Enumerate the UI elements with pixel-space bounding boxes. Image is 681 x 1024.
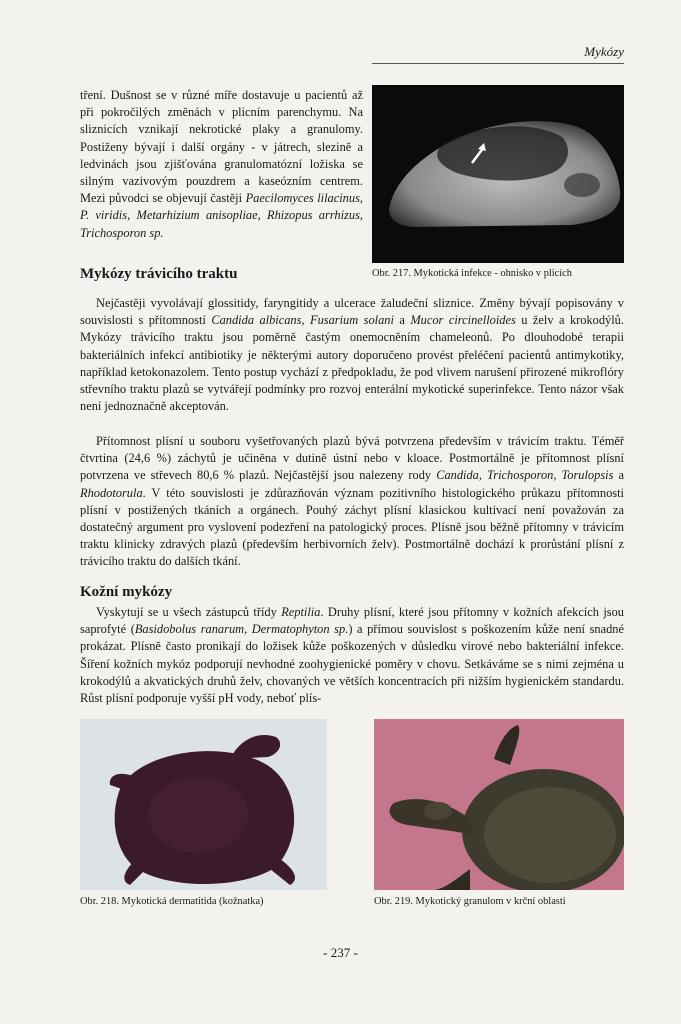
figure-217-xray	[372, 85, 624, 263]
text-run: a	[393, 313, 411, 328]
paragraph-skin-1	[80, 604, 624, 707]
italic-run: Paecilomyces lilacinus, P. viridis, Metarhizium anisopliae, Rhizopus arrhizus, Trichosporon sp.	[80, 191, 363, 240]
section-heading-skin: Kožní mykózy	[80, 584, 173, 600]
running-head: Mykózy	[372, 44, 624, 64]
figure-217-caption: Obr. 217. Mykotická infekce - ohnisko v plicích	[372, 268, 572, 279]
text-run: a	[613, 468, 624, 483]
page-number: - 237 -	[323, 945, 358, 960]
section-heading-git: Mykózy trávicího traktu	[80, 266, 238, 282]
text-run: Vyskytují se u všech zástupců třídy	[96, 605, 282, 619]
text-run: . V této souvislosti je zdůrazňován význam pozitivního histologického průkazu přítomnosti plísní v postižených tkáních a orgánech. Pouhý záchyt plísní klasickou kultivací není považován za dostatečný argument pro vyslovení podezření na patologický proces. Plísně jsou běžně přítomny v trávicím traktu klinicky zdravých plazů (především herbivorních želv). Postmortálně dochází k prorůstání plísní z trávicího traktu do dalších tkání.	[80, 485, 624, 569]
figure-219-photo	[374, 719, 624, 890]
text-run: ) a přímou souvislost s poškozením kůže není snadné prokázat. Plísně často pronikají do ložisek kůže poškozených v důsledku virové nebo bakteriální infekce. Šíření kožních mykóz podporují nevhodné zoohygienické poměry v chovu. Setkáváme se s nimi zejména u krokodýlů a akvatických druhů želv, chovaných ve větších koncentracích při nižším hygienickém standardu. Růst plísní podporuje vyšší pH vody, neboť plís-	[80, 622, 624, 706]
text-run: tření. Dušnost se v různé míře dostavuje u pacientů až při pokročilých změnách v plicním parenchymu. Na sliznicích vznikají nekrotické plaky a granulomy. Postiženy bývají i další orgány - v játrech, slezině a ledvinách jsou zjišťována granulomatózní ložiska se silným vazivovým pouzdrem a kaseózním centrem. Mezi původci se objevují častěji	[80, 88, 363, 206]
text-run: . Druhy plísní, které jsou přítomny v kožních afekcích jsou saprofyté (	[80, 605, 624, 637]
text-run: u želv a krokodýlů. Mykózy trávicího traktu jsou poměrně častým onemocněním chameleonů. Po dlouhodobé terapii bakteriálních infekcí antibiotiky je některými autory doporučeno provést přeléčení pacientů antimykotiky, například ketokonazolem. Tento postup vychází z předpokladu, že pod vlivem narušení přirozené mikroflóry střevního traktu plazů se vytvářejí podmínky pro rozvoj enterální mykotické superinfekce. Tento názor však není jednoznačně akceptován.	[80, 313, 624, 414]
paragraph-git-1	[80, 295, 624, 415]
italic-run: Basidobolus ranarum, Dermatophyton sp.	[134, 622, 349, 637]
figure-218-caption: Obr. 218. Mykotická dermatitida (kožnatka)	[80, 896, 264, 907]
text-run: Nejčastěji vyvolávají glossitidy, faryngitidy a ulcerace žaludeční sliznice. Změny bývají popisovány v souvislosti s přítomností	[80, 296, 624, 328]
italic-run: Mucor circinelloides	[410, 313, 516, 328]
italic-run: Rhodotorula	[80, 485, 143, 500]
italic-run: Candida albicans, Fusarium solani	[211, 313, 394, 328]
italic-run: Reptilia	[281, 605, 321, 619]
italic-run: Candida, Trichosporon, Torulopsis	[436, 468, 614, 483]
top-column-text	[80, 87, 363, 242]
figure-218-photo	[80, 719, 327, 890]
figure-219-caption: Obr. 219. Mykotický granulom v krční oblasti	[374, 896, 566, 907]
text-run: Přítomnost plísní u souboru vyšetřovaných plazů bývá potvrzena především v trávicím traktu. Téměř čtvrtina (24,6 %) záchytů je učiněna v dutině ústní nebo v kloace. Postmortálně je přítomnost plísní potvrzena ve střevech 80,6 % plazů. Nejčastější jsou nalezeny rody	[80, 434, 624, 483]
paragraph-git-2	[80, 433, 624, 571]
